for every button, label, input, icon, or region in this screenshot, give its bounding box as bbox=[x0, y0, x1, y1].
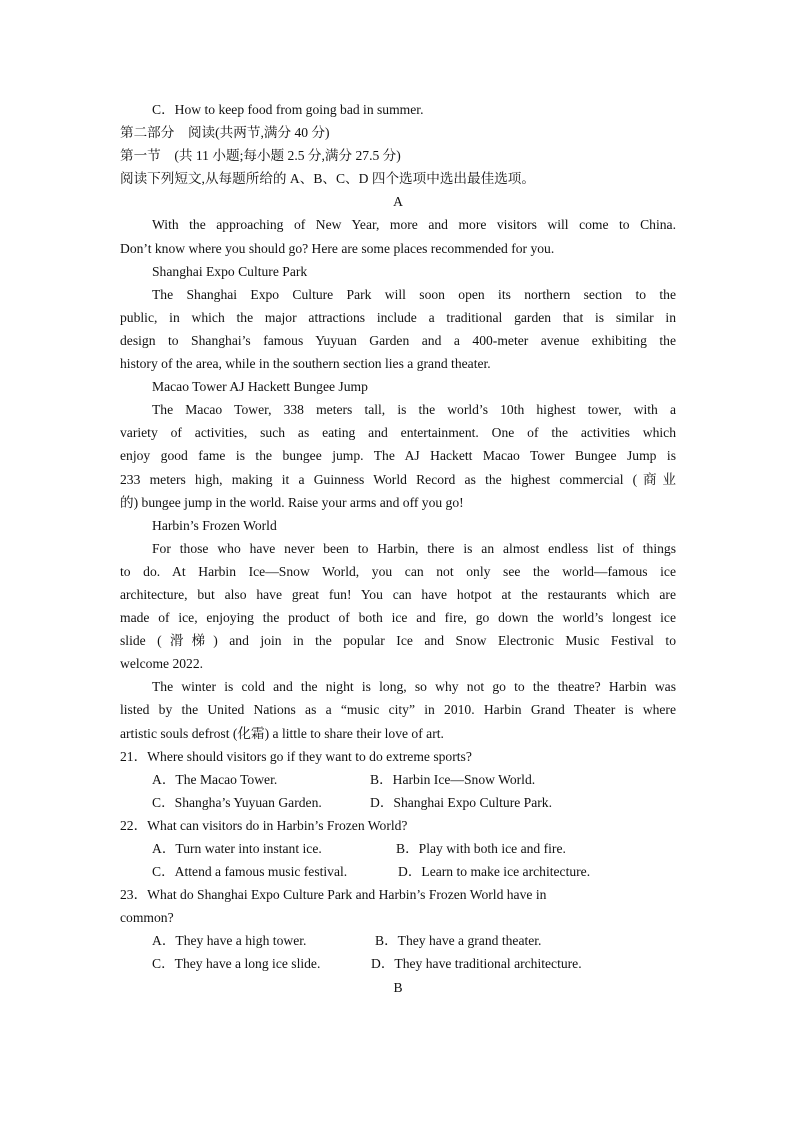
paragraph-line: enjoy good fame is the bungee jump. The AJ Hackett Macao Tower Bungee Jump is bbox=[120, 448, 676, 464]
paragraph-line: The Shanghai Expo Culture Park will soon open its northern section to the bbox=[152, 286, 676, 302]
question-stem: 22．What can visitors do in Harbin’s Frozen World? bbox=[120, 817, 408, 833]
attraction-heading: Shanghai Expo Culture Park bbox=[152, 263, 308, 279]
question-stem: 21．Where should visitors go if they want to do extreme sports? bbox=[120, 748, 472, 764]
option-a[interactable]: A．They have a high tower. bbox=[152, 933, 307, 949]
paragraph-line: welcome 2022. bbox=[120, 656, 204, 672]
paragraph-line: to do. At Harbin Ice—Snow World, you can not only see the world—famous ice bbox=[120, 563, 676, 579]
option-b[interactable]: B．Play with both ice and fire. bbox=[396, 841, 566, 856]
exam-page bbox=[120, 98, 676, 999]
paragraph-line: The Macao Tower, 338 meters tall, is the world’s 10th highest tower, with a bbox=[152, 402, 676, 418]
intro-line: With the approaching of New Year, more and more visitors will come to China. bbox=[152, 217, 676, 233]
option-d[interactable]: D．Learn to make ice architecture. bbox=[398, 864, 591, 880]
paragraph-line: history of the area, while in the southern section lies a grand theater. bbox=[120, 356, 491, 372]
attraction-heading: Macao Tower AJ Hackett Bungee Jump bbox=[152, 379, 368, 395]
intro-line: Don’t know where you should go? Here are some places recommended for you. bbox=[120, 240, 555, 256]
paragraph-line: The winter is cold and the night is long, so why not go to the theatre? Harbin was bbox=[152, 679, 676, 695]
option-c[interactable]: C．Shangha’s Yuyuan Garden. bbox=[152, 794, 322, 810]
paragraph-line: variety of activities, such as eating and entertainment. One of the activities which bbox=[120, 425, 676, 441]
option-a[interactable]: A．Turn water into instant ice. bbox=[152, 841, 322, 856]
option-b[interactable]: B．They have a grand theater. bbox=[375, 933, 542, 949]
paragraph-line: artistic souls defrost (化霜) a little to share their love of art. bbox=[120, 725, 444, 741]
prev-option-c: C．How to keep food from going bad in summer. bbox=[152, 102, 424, 117]
option-row bbox=[120, 929, 676, 952]
paragraph-line: public, in which the major attractions include a traditional garden that is similar in bbox=[120, 309, 676, 325]
option-c[interactable]: C．They have a long ice slide. bbox=[152, 956, 321, 972]
option-row bbox=[120, 791, 676, 814]
option-row bbox=[120, 952, 676, 975]
paragraph-line: 的) bungee jump in the world. Raise your arms and off you go! bbox=[120, 494, 464, 510]
question-stem: 23．What do Shanghai Expo Culture Park and Harbin’s Frozen World have in bbox=[120, 887, 547, 903]
question-stem: common? bbox=[120, 910, 174, 926]
paragraph-line: listed by the United Nations as a “music city” in 2010. Harbin Grand Theater is where bbox=[120, 702, 676, 718]
paragraph-line: 233 meters high, making it a Guinness World Record as the highest commercial (商业 bbox=[120, 471, 676, 487]
paragraph-line: architecture, but also have great fun! You can have hotpot at the restaurants which are bbox=[120, 586, 676, 602]
instruction: 阅读下列短文,从每题所给的 A、B、C、D 四个选项中选出最佳选项。 bbox=[120, 171, 535, 187]
paragraph-line: made of ice, enjoying the product of both ice and fire, go down the world’s longest ice bbox=[120, 610, 676, 626]
paragraph-line: slide (滑梯) and join in the popular Ice and Snow Electronic Music Festival to bbox=[120, 633, 676, 649]
part-heading: 第二部分 阅读(共两节,满分 40 分) bbox=[120, 125, 330, 141]
option-c[interactable]: C．Attend a famous music festival. bbox=[152, 864, 348, 880]
option-b[interactable]: B．Harbin Ice—Snow World. bbox=[370, 771, 536, 787]
option-row bbox=[120, 768, 676, 791]
option-d[interactable]: D．Shanghai Expo Culture Park. bbox=[370, 794, 552, 810]
option-a[interactable]: A．The Macao Tower. bbox=[152, 771, 278, 787]
section-heading: 第一节 (共 11 小题;每小题 2.5 分,满分 27.5 分) bbox=[120, 148, 401, 164]
option-d[interactable]: D．They have traditional architecture. bbox=[371, 956, 582, 972]
passage-b-label: B bbox=[393, 979, 403, 995]
option-row bbox=[120, 837, 676, 860]
paragraph-line: design to Shanghai’s famous Yuyuan Garden and a 400-meter avenue exhibiting the bbox=[120, 332, 676, 348]
paragraph-line: For those who have never been to Harbin, there is an almost endless list of things bbox=[152, 540, 676, 556]
attraction-heading: Harbin’s Frozen World bbox=[152, 517, 277, 533]
option-row bbox=[120, 860, 676, 883]
passage-a-label: A bbox=[393, 194, 403, 210]
